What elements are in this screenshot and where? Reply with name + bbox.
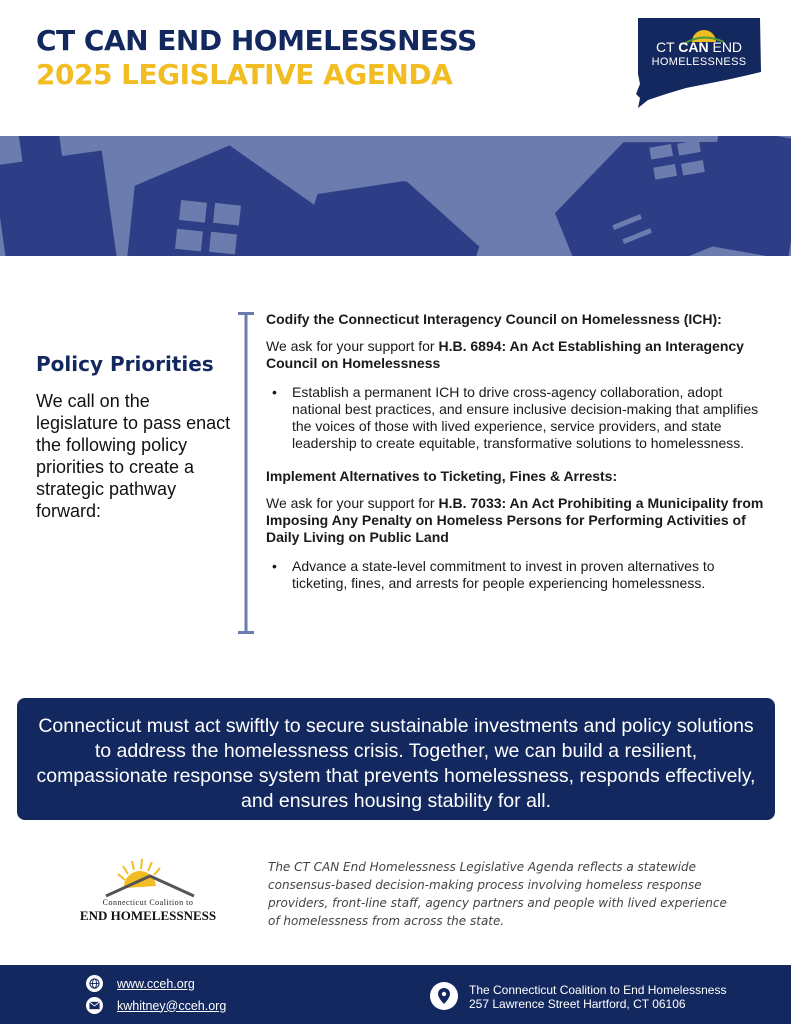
org-logo-line2: END HOMELESSNESS bbox=[79, 908, 217, 923]
globe-icon bbox=[86, 975, 103, 992]
cceh-logo bbox=[78, 856, 218, 926]
support-request bbox=[266, 338, 766, 372]
page-header bbox=[36, 24, 477, 92]
policy-section-alternatives bbox=[266, 468, 766, 592]
policy-intro-column bbox=[36, 352, 236, 522]
bill-name: H.B. 7033: An Act Prohibiting a Municipality from Imposing Any Penalty on Homeless Persons for Performing Activities of Daily Living on Public Land bbox=[266, 495, 764, 545]
list-item: • Advance a state-level commitment to invest in proven alternatives to ticketing, fines, and arrests for people experiencing homelessness. bbox=[266, 558, 766, 592]
policy-intro-text: We call on the legislature to pass enact the following policy priorities to create a strategic pathway forward: bbox=[36, 391, 231, 521]
footer-org-name: The Connecticut Coalition to End Homelessness bbox=[469, 983, 727, 997]
page-title: CT CAN END HOMELESSNESS bbox=[36, 24, 477, 57]
section-title: Codify the Connecticut Interagency Council on Homelessness (ICH): bbox=[266, 311, 722, 327]
bracket-divider bbox=[236, 312, 256, 634]
policy-sections bbox=[266, 311, 766, 592]
list-item: • Establish a permanent ICH to drive cross-agency collaboration, adopt national best practices, and ensure inclusive decision-making that amplifies the voices of those with lived experience, service providers, and state leadership to create equitable, transformative solutions to homelessness. bbox=[266, 384, 766, 452]
bullet-list bbox=[266, 384, 766, 452]
bill-name: H.B. 6894: An Act Establishing an Interagency Council on Homelessness bbox=[266, 338, 744, 371]
footer-address bbox=[469, 983, 726, 1011]
org-logo-line1: Connecticut Coalition to bbox=[102, 898, 194, 907]
page-subtitle: 2025 LEGISLATIVE AGENDA bbox=[36, 58, 453, 91]
support-prefix: We ask for your support for bbox=[266, 338, 439, 354]
call-to-action-text: Connecticut must act swiftly to secure sustainable investments and policy solutions to address the homelessness crisis. Together, we can build a resilient, compassionate response system that prevents homelessness, responds effectively, and ensures housing stability for all. bbox=[36, 715, 756, 812]
policy-section-ich bbox=[266, 311, 766, 452]
disclaimer-text: The CT CAN End Homelessness Legislative Agenda reflects a statewide consensus-based decision-making process involving homeless response providers, front-line staff, agency partners and people with lived experience of homelessness from across the state. bbox=[268, 860, 727, 928]
sunrise-roof-icon bbox=[78, 856, 218, 898]
logo-homelessness-text: HOMELESSNESS bbox=[651, 56, 747, 68]
logo-ct-text: CT bbox=[655, 39, 679, 55]
logo-can-text: CAN bbox=[678, 39, 709, 55]
bullet-list bbox=[266, 558, 766, 592]
footer-email-row bbox=[86, 997, 226, 1014]
support-request bbox=[266, 495, 766, 546]
call-to-action-box bbox=[17, 698, 775, 820]
footer-street-address: 257 Lawrence Street Hartford, CT 06106 bbox=[469, 997, 686, 1011]
policy-heading: Policy Priorities bbox=[36, 352, 214, 376]
houses-banner bbox=[0, 136, 791, 256]
page-footer bbox=[0, 965, 791, 1024]
mail-icon bbox=[86, 997, 103, 1014]
section-title: Implement Alternatives to Ticketing, Fines & Arrests: bbox=[266, 468, 618, 484]
ct-can-end-homelessness-logo bbox=[634, 14, 764, 112]
logo-end-text: END bbox=[708, 39, 743, 55]
footer-website-row bbox=[86, 975, 195, 992]
support-prefix: We ask for your support for bbox=[266, 495, 439, 511]
location-pin-icon bbox=[430, 982, 458, 1010]
houses-pattern-icon bbox=[0, 136, 791, 256]
email-link[interactable]: kwhitney@cceh.org bbox=[117, 998, 227, 1013]
website-link[interactable]: www.cceh.org bbox=[117, 976, 195, 991]
